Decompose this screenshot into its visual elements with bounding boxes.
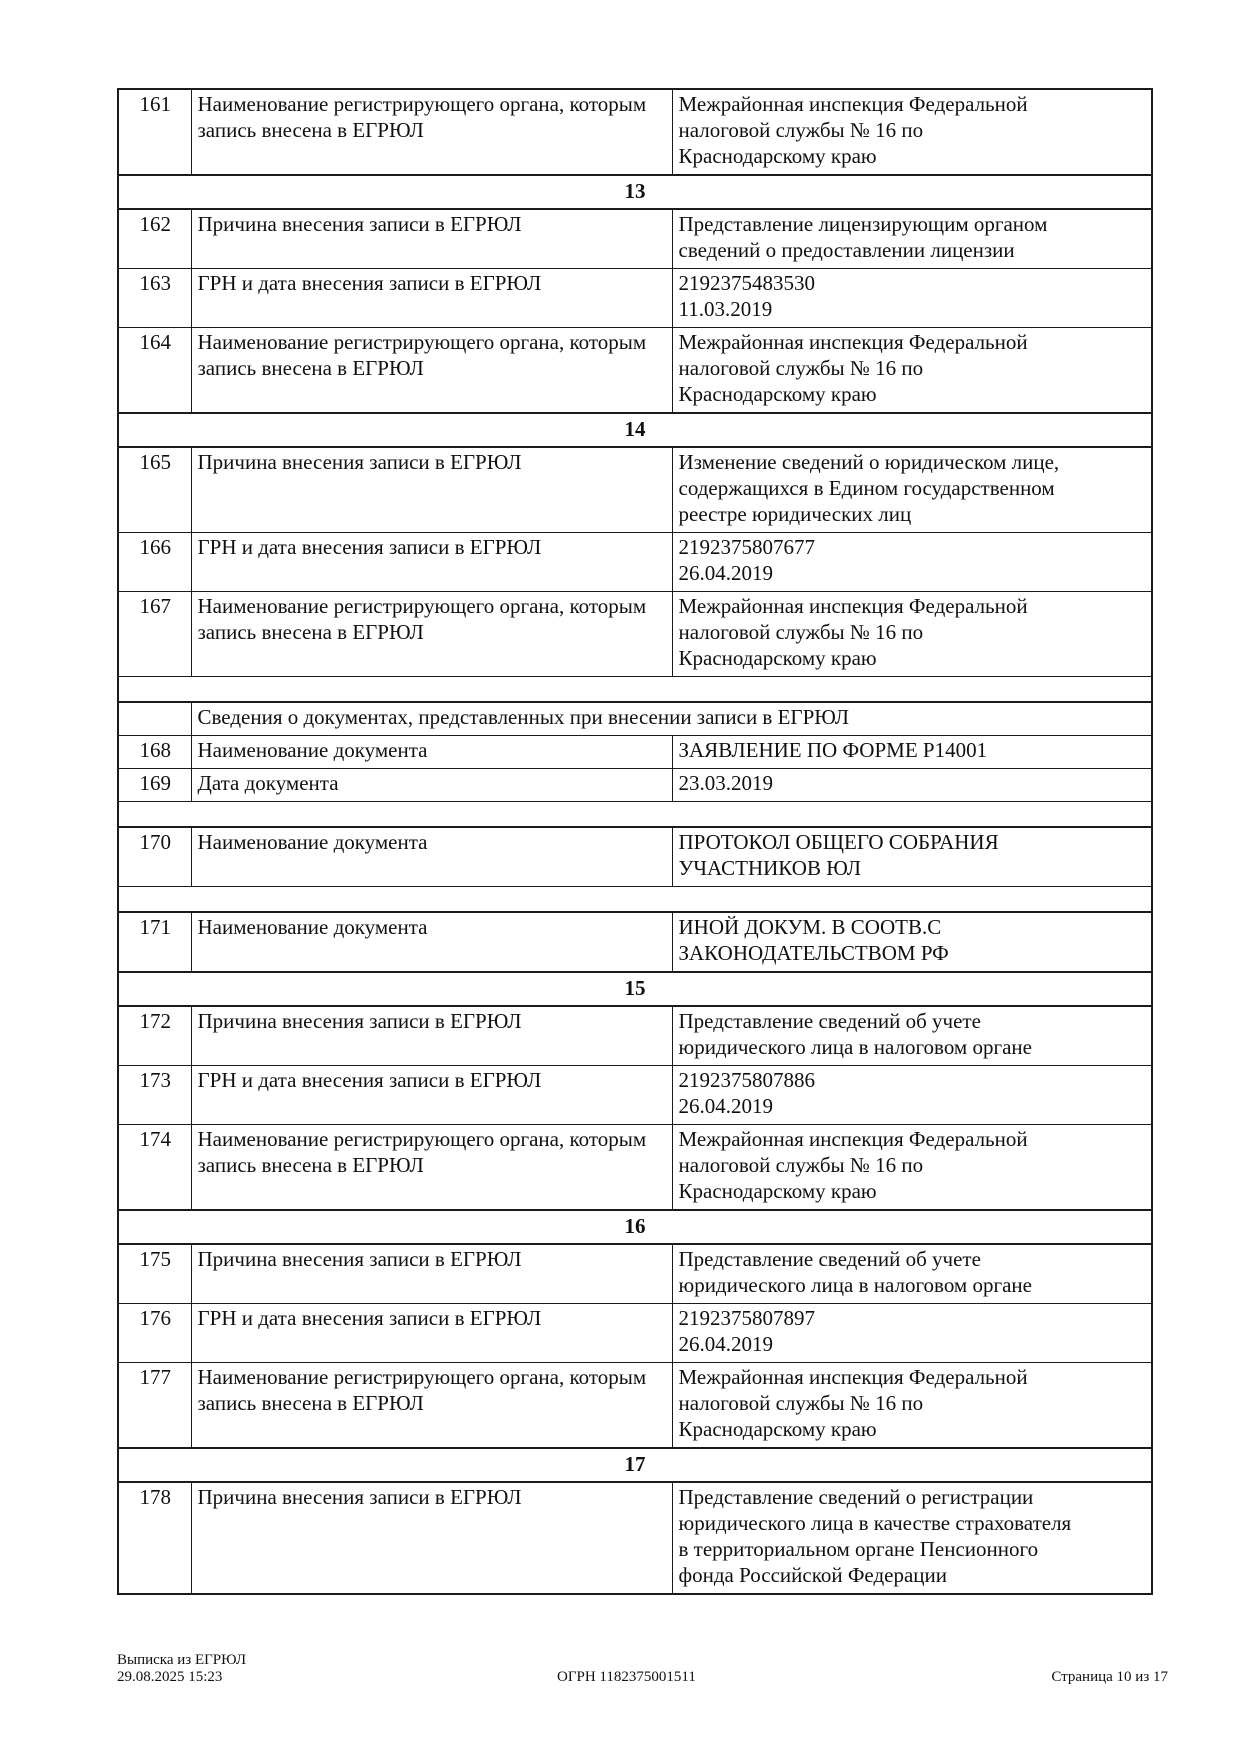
- value-line: фонда Российской Федерации: [678, 1563, 948, 1587]
- value-line: Краснодарскому краю: [678, 646, 877, 670]
- row-value-cell: [672, 1006, 1152, 1066]
- row-value-cell: [672, 1482, 1152, 1594]
- value-line: содержащихся в Едином государственном: [678, 476, 1055, 500]
- table-row: [118, 447, 1152, 533]
- row-label-cell: Наименование регистрирующего органа, которым запись внесена в ЕГРЮЛ: [191, 89, 672, 175]
- value-line: 2192375807886: [678, 1068, 815, 1092]
- row-number-cell: 176: [118, 1304, 191, 1363]
- value-line: УЧАСТНИКОВ ЮЛ: [678, 856, 861, 880]
- table-row: [118, 736, 1152, 769]
- value-line: Представление лицензирующим органом: [678, 212, 1048, 236]
- row-value-cell: [672, 736, 1152, 769]
- row-label-cell: Наименование регистрирующего органа, которым запись внесена в ЕГРЮЛ: [191, 328, 672, 414]
- value-line: Межрайонная инспекция Федеральной: [678, 92, 1028, 116]
- row-label-cell: Наименование регистрирующего органа, которым запись внесена в ЕГРЮЛ: [191, 592, 672, 677]
- spacer-row: [118, 887, 1152, 913]
- row-value-cell: [672, 533, 1152, 592]
- row-value-cell: [672, 269, 1152, 328]
- table-row: [118, 1482, 1152, 1594]
- value-line: налоговой службы № 16 по: [678, 620, 924, 644]
- table-row: [118, 912, 1152, 972]
- row-label-cell: Наименование регистрирующего органа, которым запись внесена в ЕГРЮЛ: [191, 1363, 672, 1449]
- value-line: Краснодарскому краю: [678, 1179, 877, 1203]
- row-value-cell: [672, 769, 1152, 802]
- table-row: [118, 1125, 1152, 1211]
- row-value-cell: [672, 328, 1152, 414]
- row-number-cell: 178: [118, 1482, 191, 1594]
- table-row: [118, 1006, 1152, 1066]
- section-number-row: [118, 1210, 1152, 1244]
- row-value-cell: [672, 89, 1152, 175]
- section-number-cell: 14: [118, 413, 1152, 447]
- section-number-cell: 15: [118, 972, 1152, 1006]
- section-number-row: [118, 413, 1152, 447]
- section-number-cell: 16: [118, 1210, 1152, 1244]
- value-line: Представление сведений об учете: [678, 1009, 981, 1033]
- value-line: реестре юридических лиц: [678, 502, 912, 526]
- row-value-cell: [672, 1304, 1152, 1363]
- row-label-cell: Дата документа: [191, 769, 672, 802]
- table-row: [118, 769, 1152, 802]
- row-value-cell: [672, 209, 1152, 269]
- value-line: ЗАКОНОДАТЕЛЬСТВОМ РФ: [678, 941, 949, 965]
- spacer-cell: [118, 887, 1152, 913]
- value-line: Межрайонная инспекция Федеральной: [678, 330, 1028, 354]
- table-row: [118, 1304, 1152, 1363]
- table-row: [118, 328, 1152, 414]
- table-row: [118, 89, 1152, 175]
- documents-header-row: [118, 702, 1152, 736]
- value-line: ПРОТОКОЛ ОБЩЕГО СОБРАНИЯ: [678, 830, 999, 854]
- row-label-cell: Наименование документа: [191, 912, 672, 972]
- value-line: юридического лица в качестве страхователя: [678, 1511, 1072, 1535]
- row-value-cell: [672, 1125, 1152, 1211]
- documents-header-cell: Сведения о документах, представленных при внесении записи в ЕГРЮЛ: [191, 702, 1152, 736]
- value-line: 26.04.2019: [678, 561, 773, 585]
- table-row: [118, 209, 1152, 269]
- footer-page-number: Страница 10 из 17: [1051, 1669, 1168, 1685]
- section-number-row: [118, 175, 1152, 209]
- value-line: юридического лица в налоговом органе: [678, 1273, 1032, 1297]
- row-label-cell: Причина внесения записи в ЕГРЮЛ: [191, 209, 672, 269]
- spacer-row: [118, 677, 1152, 703]
- value-line: Краснодарскому краю: [678, 144, 877, 168]
- row-label-cell: Причина внесения записи в ЕГРЮЛ: [191, 447, 672, 533]
- row-number-cell: [118, 702, 191, 736]
- footer-ogrn: ОГРН 1182375001511: [557, 1669, 696, 1685]
- row-number-cell: 175: [118, 1244, 191, 1304]
- row-number-cell: 161: [118, 89, 191, 175]
- row-number-cell: 171: [118, 912, 191, 972]
- row-label-cell: ГРН и дата внесения записи в ЕГРЮЛ: [191, 269, 672, 328]
- value-line: Краснодарскому краю: [678, 1417, 877, 1441]
- table-row: [118, 1244, 1152, 1304]
- footer-doc-type: Выписка из ЕГРЮЛ: [117, 1652, 246, 1668]
- value-line: Краснодарскому краю: [678, 382, 877, 406]
- spacer-row: [118, 802, 1152, 828]
- footer-doc-info: [117, 1652, 246, 1686]
- value-line: Межрайонная инспекция Федеральной: [678, 594, 1028, 618]
- row-label-cell: Наименование регистрирующего органа, которым запись внесена в ЕГРЮЛ: [191, 1125, 672, 1211]
- value-line: 2192375807677: [678, 535, 815, 559]
- section-number-cell: 13: [118, 175, 1152, 209]
- value-line: ИНОЙ ДОКУМ. В СООТВ.С: [678, 915, 942, 939]
- row-label-cell: Наименование документа: [191, 827, 672, 887]
- value-line: 23.03.2019: [678, 771, 773, 795]
- value-line: Представление сведений об учете: [678, 1247, 981, 1271]
- row-number-cell: 167: [118, 592, 191, 677]
- value-line: Межрайонная инспекция Федеральной: [678, 1127, 1028, 1151]
- row-value-cell: [672, 592, 1152, 677]
- row-number-cell: 166: [118, 533, 191, 592]
- row-value-cell: [672, 447, 1152, 533]
- egrul-table-body: [118, 89, 1152, 1594]
- row-number-cell: 173: [118, 1066, 191, 1125]
- table-row: [118, 1066, 1152, 1125]
- row-number-cell: 177: [118, 1363, 191, 1449]
- value-line: 26.04.2019: [678, 1094, 773, 1118]
- value-line: 2192375807897: [678, 1306, 815, 1330]
- value-line: ЗАЯВЛЕНИЕ ПО ФОРМЕ Р14001: [678, 738, 988, 762]
- row-number-cell: 162: [118, 209, 191, 269]
- table-row: [118, 533, 1152, 592]
- table-row: [118, 592, 1152, 677]
- row-value-cell: [672, 1244, 1152, 1304]
- value-line: в территориальном органе Пенсионного: [678, 1537, 1039, 1561]
- value-line: Изменение сведений о юридическом лице,: [678, 450, 1060, 474]
- row-label-cell: Наименование документа: [191, 736, 672, 769]
- row-value-cell: [672, 912, 1152, 972]
- value-line: 11.03.2019: [678, 297, 773, 321]
- row-number-cell: 168: [118, 736, 191, 769]
- value-line: Представление сведений о регистрации: [678, 1485, 1034, 1509]
- spacer-cell: [118, 802, 1152, 828]
- row-value-cell: [672, 1363, 1152, 1449]
- row-number-cell: 163: [118, 269, 191, 328]
- row-label-cell: ГРН и дата внесения записи в ЕГРЮЛ: [191, 1066, 672, 1125]
- value-line: 26.04.2019: [678, 1332, 773, 1356]
- row-label-cell: Причина внесения записи в ЕГРЮЛ: [191, 1482, 672, 1594]
- row-label-cell: ГРН и дата внесения записи в ЕГРЮЛ: [191, 533, 672, 592]
- row-number-cell: 164: [118, 328, 191, 414]
- section-number-row: [118, 1448, 1152, 1482]
- row-number-cell: 170: [118, 827, 191, 887]
- egrul-table: [117, 88, 1153, 1595]
- section-number-row: [118, 972, 1152, 1006]
- value-line: налоговой службы № 16 по: [678, 1153, 924, 1177]
- row-number-cell: 165: [118, 447, 191, 533]
- row-number-cell: 172: [118, 1006, 191, 1066]
- table-row: [118, 269, 1152, 328]
- value-line: 2192375483530: [678, 271, 815, 295]
- row-number-cell: 174: [118, 1125, 191, 1211]
- row-label-cell: Причина внесения записи в ЕГРЮЛ: [191, 1006, 672, 1066]
- row-label-cell: Причина внесения записи в ЕГРЮЛ: [191, 1244, 672, 1304]
- footer-generated-timestamp: 29.08.2025 15:23: [117, 1669, 223, 1685]
- value-line: налоговой службы № 16 по: [678, 1391, 924, 1415]
- value-line: налоговой службы № 16 по: [678, 356, 924, 380]
- row-number-cell: 169: [118, 769, 191, 802]
- spacer-cell: [118, 677, 1152, 703]
- section-number-cell: 17: [118, 1448, 1152, 1482]
- table-row: [118, 1363, 1152, 1449]
- value-line: Межрайонная инспекция Федеральной: [678, 1365, 1028, 1389]
- value-line: юридического лица в налоговом органе: [678, 1035, 1032, 1059]
- row-value-cell: [672, 827, 1152, 887]
- table-row: [118, 827, 1152, 887]
- row-value-cell: [672, 1066, 1152, 1125]
- value-line: налоговой службы № 16 по: [678, 118, 924, 142]
- value-line: сведений о предоставлении лицензии: [678, 238, 1015, 262]
- row-label-cell: ГРН и дата внесения записи в ЕГРЮЛ: [191, 1304, 672, 1363]
